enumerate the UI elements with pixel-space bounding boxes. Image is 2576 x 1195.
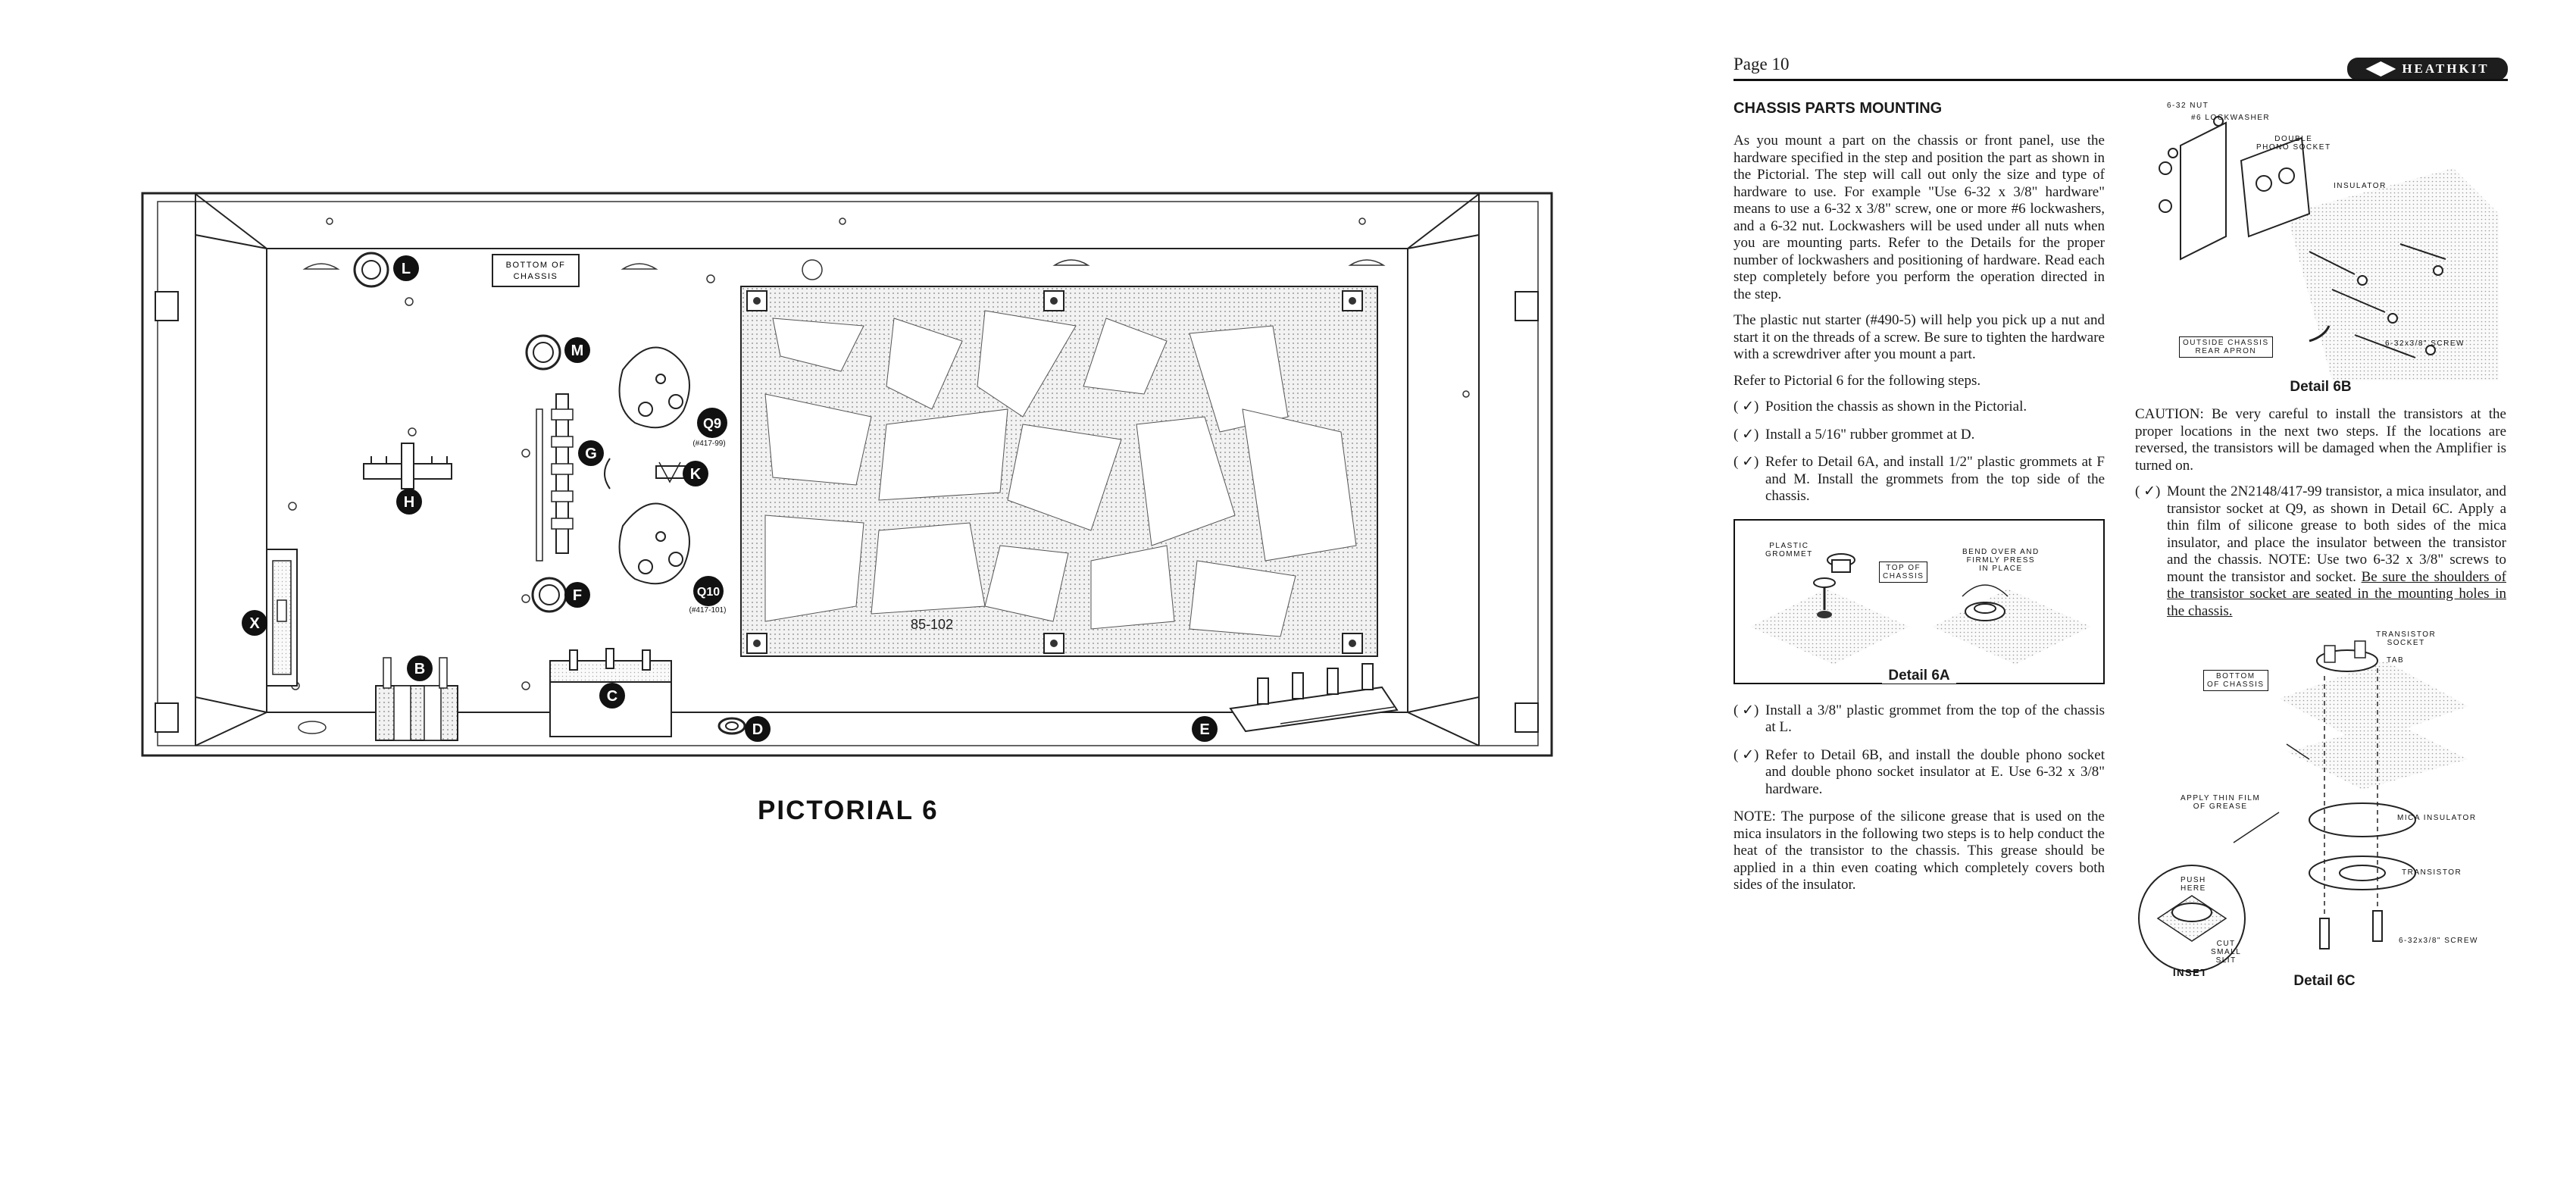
nut-starter-paragraph: The plastic nut starter (#490-5) will help you pick up a nut and start it on the threads of a screw. Be sure to tighten the hardware with a screwdriver after you mount a part.: [1733, 312, 2105, 362]
step-grommets-f-m[interactable]: [1733, 454, 2105, 505]
step-checkbox[interactable]: ( ✓): [1733, 426, 1759, 443]
step-text: [2167, 483, 2506, 620]
tab-label: TAB: [2387, 656, 2405, 665]
marker-G: G: [585, 446, 597, 462]
marker-L: L: [401, 261, 411, 277]
step-text: Refer to Detail 6A, and install 1/2" plastic grommets at F and M. Install the grommets from the top side of the chassis.: [1765, 454, 2105, 504]
bottom-of-chassis-label: BOTTOM OF: [505, 261, 566, 270]
phono-socket-label: DOUBLE PHONO SOCKET: [2256, 135, 2331, 152]
step-text: Refer to Detail 6B, and install the double phono socket and double phono socket insulator at E. Use 6-32 x 3/8" hardware.: [1765, 746, 2105, 797]
marker-K: K: [689, 466, 702, 483]
top-of-chassis-label: TOP OF CHASSIS: [1879, 562, 1927, 583]
outside-chassis-label: OUTSIDE CHASSIS REAR APRON: [2179, 336, 2273, 358]
cut-slit-label: CUT SMALL SLIT: [2211, 940, 2242, 965]
section-heading: CHASSIS PARTS MOUNTING: [1733, 100, 1943, 117]
board-marking: 85-102: [910, 617, 954, 632]
brand-badge: [2347, 58, 2508, 80]
step-grommet-l[interactable]: [1733, 702, 2105, 737]
header-rule: [1733, 79, 2508, 81]
text-column-right: [2135, 100, 2506, 994]
nut-label: 6-32 NUT: [2167, 102, 2209, 110]
brand-name: HEATHKIT: [2402, 61, 2490, 76]
step-checkbox[interactable]: ( ✓): [1733, 702, 1759, 718]
detail-6a-figure: [1733, 519, 2105, 684]
bend-over-label: BEND OVER AND FIRMLY PRESS IN PLACE: [1962, 547, 2040, 573]
marker-F: F: [572, 587, 583, 604]
push-here-label: PUSH HERE: [2181, 876, 2206, 893]
note-paragraph: NOTE: The purpose of the silicone grease that is used on the mica insulators in the following two steps is to help conduct the heat of the transistor to the chassis. This grease should be applied in a thin even coating which completely covers both sides of the insulator.: [1733, 809, 2105, 893]
right-page: [1720, 0, 2523, 1167]
insulator-label: INSULATOR: [2334, 182, 2387, 190]
step-checkbox[interactable]: ( ✓): [2135, 483, 2161, 499]
step-checkbox[interactable]: ( ✓): [1733, 399, 1759, 414]
bottom-of-chassis-label-6c: BOTTOM OF CHASSIS: [2203, 670, 2268, 691]
detail-6c-figure: [2135, 630, 2506, 994]
text-column-left: [1733, 100, 2105, 903]
marker-Q9: Q9: [702, 416, 722, 431]
step-position-chassis[interactable]: [1733, 399, 2105, 416]
step-checkbox[interactable]: ( ✓): [1733, 454, 1759, 470]
marker-X: X: [249, 615, 260, 632]
transistor-label: TRANSISTOR: [2402, 868, 2462, 877]
transistor-socket-label: TRANSISTOR SOCKET: [2376, 630, 2437, 647]
marker-E: E: [1199, 721, 1210, 738]
step-text: Install a 5/16" rubber grommet at D.: [1765, 426, 1975, 443]
screw-label-6c: 6-32x3/8" SCREW: [2399, 937, 2478, 945]
step-q9-text: Mount the 2N2148/417-99 transistor, a mica insulator, and transistor socket at Q9, as shown in Detail 6C. Apply a thin film of silicone grease to both sides of the mica insulator, and place the insulator between the transistor and the chassis. NOTE: Use two 6-32 x 3/8" screws to mount the transistor and socket.: [2167, 483, 2506, 585]
plastic-grommet-label: PLASTIC GROMMET: [1765, 541, 1813, 558]
step-grommet-d[interactable]: [1733, 427, 2105, 444]
marker-Q10-part: (#417-101): [689, 606, 727, 615]
mica-insulator-label: MICA INSULATOR: [2397, 814, 2477, 822]
detail-6b-caption: Detail 6B: [2290, 379, 2352, 395]
page-number: Page 10: [1733, 55, 1790, 74]
pictorial-title: PICTORIAL 6: [758, 796, 939, 825]
detail-6c-caption: Detail 6C: [2293, 973, 2356, 989]
step-checkbox[interactable]: ( ✓): [1733, 746, 1759, 763]
grease-label: APPLY THIN FILM OF GREASE: [2181, 794, 2261, 811]
detail-6b-figure: [2135, 100, 2506, 397]
step-mount-q9[interactable]: [2135, 483, 2506, 620]
detail-6a-caption: Detail 6A: [1735, 668, 2103, 684]
marker-Q10: Q10: [696, 586, 721, 599]
marker-M: M: [571, 343, 584, 359]
marker-H: H: [403, 494, 415, 511]
marker-B: B: [414, 661, 426, 677]
marker-Q9-part: (#417-99): [692, 440, 726, 448]
intro-paragraph: As you mount a part on the chassis or front panel, use the hardware specified in the step and position the part as shown in the Pictorial. The step will call out only the size and type of hardware to use. For example "Use 6-32 x 3/8" hardware" means to use a 6-32 x 3/8" screw, one or more #6 lockwashers, and a 6-32 nut. Lockwashers will be used under all nuts when you are mounting parts. Refer to the Details for the proper number of lockwashers and positioning of hardware. Read each step completely before you perform the operation directed in the step.: [1733, 133, 2105, 302]
screw-label: 6-32x3/8" SCREW: [2385, 339, 2465, 348]
step-q9-underlined: Be sure the shoulders of the transistor socket are seated in the mounting holes in the chassis.: [2167, 568, 2506, 619]
marker-C: C: [606, 688, 618, 705]
step-text: Install a 3/8" plastic grommet from the top of the chassis at L.: [1765, 702, 2105, 735]
marker-D: D: [752, 721, 764, 738]
caution-paragraph: CAUTION: Be very careful to install the transistors at the proper locations in the next two steps. If the locations are reversed, the transistors will be damaged when the Amplifier is turned on.: [2135, 406, 2506, 474]
step-phono-socket[interactable]: [1733, 747, 2105, 799]
inset-label: INSET: [2173, 967, 2208, 978]
step-text: Position the chassis as shown in the Pictorial.: [1765, 399, 2027, 414]
diamond-logo-icon: [2365, 61, 2396, 77]
lockwasher-label: #6 LOCKWASHER: [2191, 114, 2271, 122]
refer-paragraph: Refer to Pictorial 6 for the following steps.: [1733, 372, 1981, 389]
svg-text:CHASSIS: CHASSIS: [513, 272, 558, 281]
